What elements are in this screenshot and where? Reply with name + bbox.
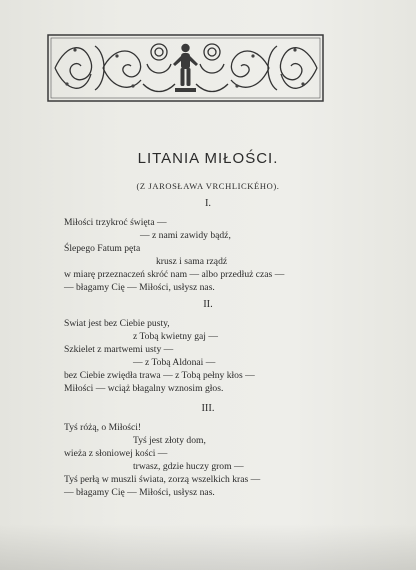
verse-line: — błagamy Cię — Miłości, usłysz nas.: [64, 282, 215, 293]
poem-title: LITANIA MIŁOŚCI.: [137, 150, 279, 167]
verse-line: trwasz, gdzie huczy grom —: [133, 461, 244, 472]
verse-line: Swiat jest bez Ciebie pusty,: [64, 318, 170, 329]
section-number: I.: [204, 198, 212, 209]
verse-line: — błagamy Cię — Miłości, usłysz nas.: [64, 487, 215, 498]
section-number: II.: [203, 299, 213, 310]
verse-line: Ślepego Fatum pęta: [64, 243, 141, 254]
verse-line: krusz i sama rządź: [156, 256, 228, 267]
verse-line: Tyś jest złoty dom,: [133, 435, 206, 446]
verse-line: Miłości — wciąż błagalny wznosim głos.: [64, 383, 224, 394]
verse-line: Tyś różą, o Miłości!: [64, 422, 142, 433]
verse-line: Miłości trzykroć święta —: [64, 217, 167, 228]
verse-line: wieża z słoniowej kości —: [64, 448, 168, 459]
poem-subtitle: (Z JAROSŁAWA VRCHLICKÉHO).: [136, 181, 280, 191]
ornamental-headpiece: [47, 34, 324, 102]
verse-line: Szkielet z martwemi usty —: [64, 344, 174, 355]
verse-line: — z nami zawidy bądź,: [140, 230, 231, 241]
verse-line: z Tobą kwietny gaj —: [133, 331, 218, 342]
section-number: III.: [201, 403, 215, 414]
verse-line: Tyś perłą w muszli świata, zorzą wszelkich kras —: [64, 474, 261, 485]
verse-line: bez Ciebie zwiędła trawa — z Tobą pełny kłos —: [64, 370, 255, 381]
verse-line: w miarę przeznaczeń skróć nam — albo przedłuż czas —: [64, 269, 285, 280]
verse-line: — z Tobą Aldonai —: [133, 357, 216, 368]
